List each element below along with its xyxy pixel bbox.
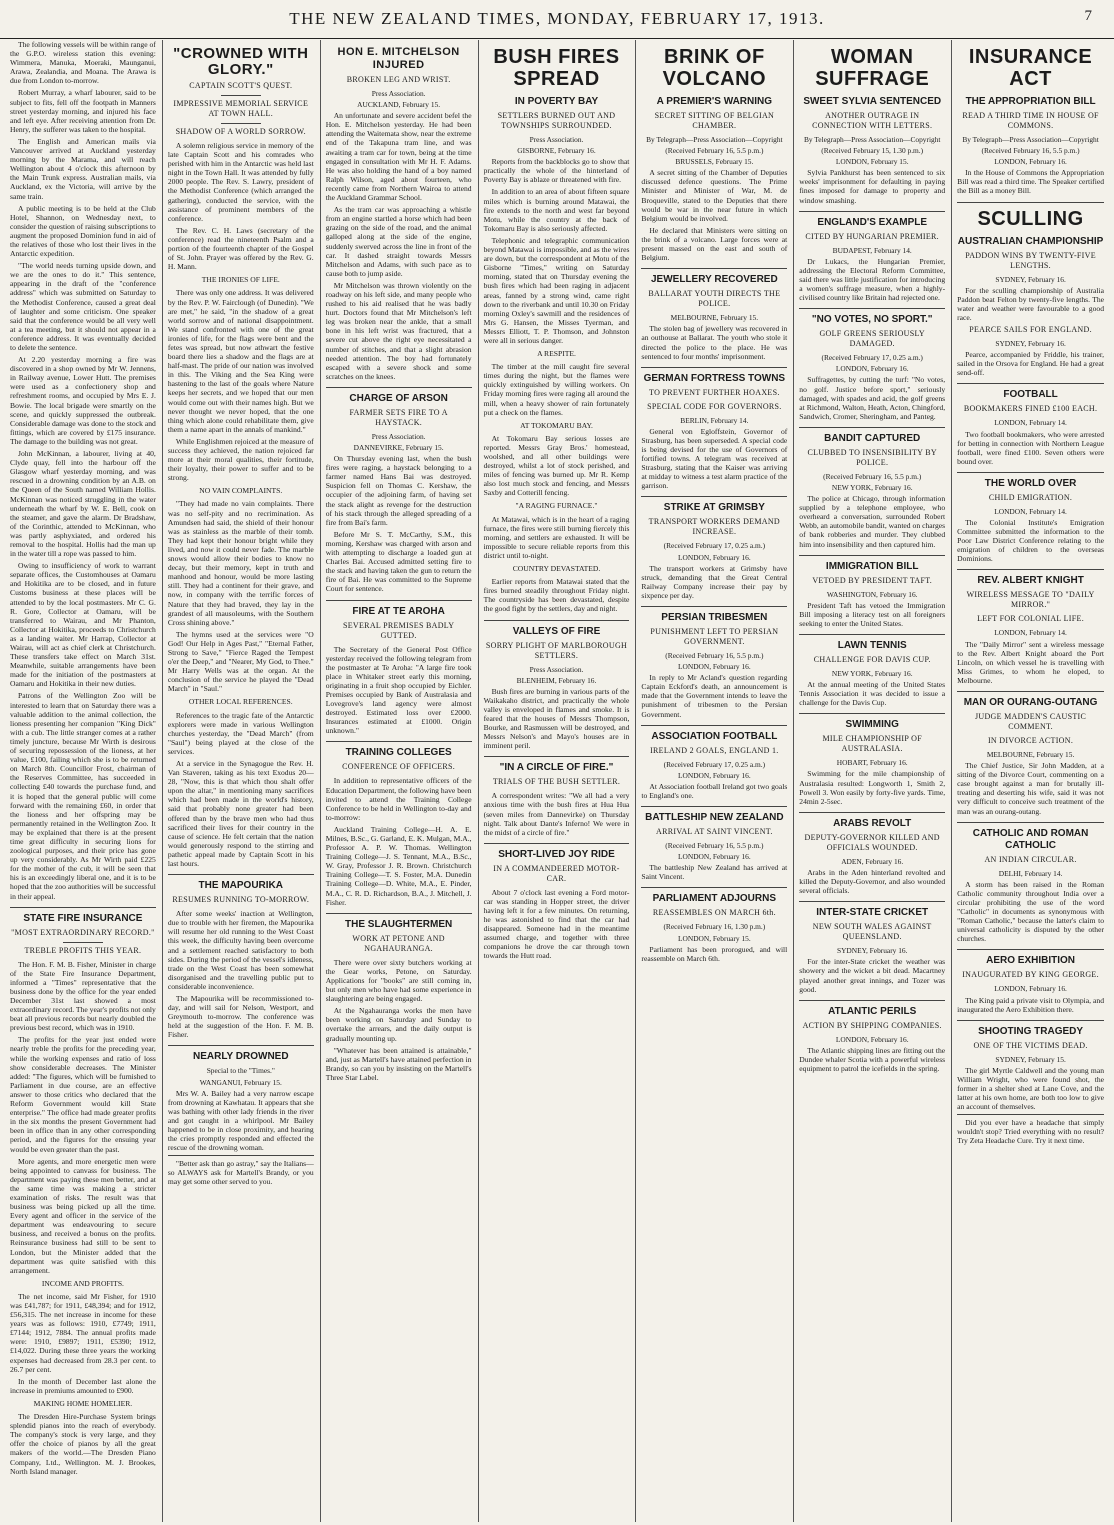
article-body: Bush fires are burning in various parts of the Waikakaho district, and practically the whole valley is enveloped in flames and smoke. It is feared that the houses of Messrs Thompson, Bourke, and Rasmussen will be destroyed, and Messrs Nelson's and Mayo's houses are in imminent peril. [483, 686, 630, 751]
paragraph: The following vessels will be within range of the G.P.O. wireless station this evening: Wimmera, Manuka, Moeraki, Maunganui, Arawa, Zealandia, and Moana. The Arawa is due from London to-morrow. [10, 40, 156, 86]
paragraph: More agents, and more energetic men were being appointed to canvass for business. The department was paying these men better, and at the same time was making a stricter examination of risks. The result was that business was being picked up all the time. Every agent and officer in the service of the department was endeavouring to secure business, and received a bonus on the profits. Reinsurance business had still to be sent to London, but the Minister added that the department was quite satisfied with this arrangement. [10, 1156, 156, 1275]
article-subheading: REASSEMBLES ON MARCH 6th. [652, 908, 776, 918]
article-body [484, 157, 630, 345]
article-heading: HON E. MITCHELSON INJURED [337, 46, 460, 71]
section-heading: NO VAIN COMPLAINTS. [199, 486, 283, 496]
article-heading: SCULLING [957, 202, 1104, 230]
dateline: SYDNEY, February 15. [995, 1054, 1066, 1064]
paragraph: John McKinnan, a labourer, living at 40, Clyde quay, fell into the harbour off the Glasgow wharf yesterday morning, and was rescued in a drowning condition by an A.B. on the Queen of the South named William Hollis. McKinnan was noticed struggling in the water underneath the wharf by W. E. Bell, cook on the steamer, and gave the alarm. Dr Bradshaw, of the Corinthic, attended to McKinnan, who was partly asphyxiated, and ordered his removal to the hospital. Hollis had the man up in the water till a rope was passed to him. [10, 449, 156, 559]
article-heading: GERMAN FORTRESS TOWNS [641, 367, 787, 385]
article-subheading: RESUMES RUNNING TO-MORROW. [172, 895, 310, 905]
article-heading: MAN OR OURANG-OUTANG [957, 691, 1104, 709]
article-heading: BANDIT CAPTURED [799, 427, 945, 445]
paragraph: A secret sitting of the Chamber of Deputies discussed defence questions. The Prime Minister and Minister of War, M. de Broqueville, stated to the Deputies that there would be war in the near future in which Belgium would be involved. [641, 168, 788, 223]
article-subheading: SWEET SYLVIA SENTENCED [803, 96, 942, 107]
paragraph: An unfortunate and severe accident befel the Hon. E. Mitchelson yesterday. He had been attending the Waitemata show, near the extreme end of the Takapuna tram line, and was awaiting a tram car for town, being at the time engaged in consultation with Mr H. F. Adams. He was also holding the hand of a boy named Ralph Wilson, aged about fourteen, who recently came from Northern Wairoa to attend the Auckland Grammar School. [325, 111, 472, 203]
page-number: 7 [1084, 8, 1092, 24]
dateline: BERLIN, February 14. [680, 415, 749, 425]
article-body: The transport workers at Grimsby have struck, demanding that the Great Central Railway Company increase their pay by sixpence per day. [641, 563, 788, 600]
article-heading: PERSIAN TRIBESMEN [641, 606, 787, 624]
article-subheading: FARMER SETS FIRE TO A HAYSTACK. [349, 407, 448, 427]
article-subheading: SHADOW OF A WORLD SORROW. [175, 127, 306, 136]
article-subheading: PUNISHMENT LEFT TO PERSIAN GOVERNMENT. [650, 627, 779, 646]
article-subheading: SECRET SITTING OF BELGIAN CHAMBER. [654, 111, 775, 130]
article-subheading: IRELAND 2 GOALS, ENGLAND 1. [650, 745, 779, 755]
dateline: DELHI, February 14. [998, 868, 1063, 878]
byline: By Telegraph—Press Association—Copyright [962, 135, 1099, 144]
dateline: MELBOURNE, February 15. [986, 750, 1075, 759]
paragraph: Robert Murray, a wharf labourer, said to be subject to fits, fell off the footpath in Manners street yesterday morning, and injured his face and left eye. After receiving attention from Dr. Henry, the sufferer was taken to the hospital. [10, 88, 156, 134]
article-subheading: A PREMIER'S WARNING [656, 96, 773, 107]
article-heading: NEARLY DROWNED [168, 1045, 314, 1063]
article-subheading: SPECIAL CODE FOR GOVERNORS. [647, 401, 782, 411]
article-heading: THE WORLD OVER [957, 472, 1104, 490]
article-heading: FOOTBALL [957, 383, 1104, 401]
article-heading: FIRE AT TE AROHA [326, 600, 472, 618]
article-body: General von Egloffstein, Governor of Strasburg, has been superseded. A special code is being devised for the use of Governors of fortified towns. A telegram was received at Strasburg, stating that the Kaiser was arriving at midday to witness a test alarm practice of the garrison. [641, 426, 788, 491]
article-heading: SWIMMING [799, 713, 945, 731]
received-time: (Received February 16, 5.5 p.m.) [823, 471, 922, 481]
article-subheading: BROKEN LEG AND WRIST. [346, 75, 451, 84]
paragraph: At a service in the Synagogue the Rev. H. Van Staveren, taking as his text Exodus 20—28, "Now, this is that which thou shalt offer upon the altar," in mentioning many sacrifices which had been made in the world's history, said that probably none greater had been offered than by the brave men who had thus sacrificed their lives for their country in the cause of science. He felt certain that the nation would generously respond to the stirring and pathetic appeal made by Captain Scott in his last hours. [167, 759, 314, 869]
article-body: The Colonial Institute's Emigration Committee submitted the information to the Poor Law District Conference relating to the emigration of children to the overseas Dominions. [957, 517, 1104, 564]
article-body: In the House of Commons the Appropriation Bill was read a third time. The Speaker certified the Bill as a money Bill. [957, 168, 1104, 196]
dateline: LONDON, February 16. [994, 157, 1067, 167]
dateline: LONDON, February 16. [678, 770, 751, 780]
dateline: SYDNEY, February 16. [995, 339, 1066, 349]
paragraph: As the tram car was approaching a whistle from an engine startled a horse which had been grazing on the side of the road, and the animal galloped along at the side of the engine, suddenly swerved across the line in front of the car. It dashed straight towards Messrs Mitchelson and Adams, with such pace as to cause both to jump aside. [325, 205, 472, 278]
article-body: The King paid a private visit to Olympia, and inaugurated the Aero Exhibition there. [957, 995, 1104, 1014]
article-subheading: INAUGURATED BY KING GEORGE. [962, 970, 1099, 980]
advertisement: Did you ever have a headache that simply wouldn't stop? Tried everything with no result? Try Zeta Headache Cure. Try it next time. [957, 1114, 1104, 1145]
article-body: The timber at the mill caught fire several times during the night, but the flames were quickly extinguished by willing workers. On Friday morning fires were raging all around the mill, when a heavy shower of rain fortunately put a check on the flames. [483, 362, 630, 417]
article-heading: LAWN TENNIS [799, 634, 945, 652]
paragraph: There were over sixty butchers working at the Gear works, Petone, on Saturday. Applications for "books" are still coming in, but only men who have had some experience in slaughtering are being engaged. [325, 957, 472, 1004]
byline: By Telegraph—Press Association—Copyright [803, 135, 941, 144]
article-body [326, 776, 472, 906]
paragraph: Patrons of the Wellington Zoo will be interested to learn that on Saturday there was a valuable addition to the animal collection, the lioness presenting her companion "King Dick" with a cub. The little stranger comes at a rather timely juncture, because Mr Wirth is desirous of securing repossession of the lioness, at her value, £100, failing which she is to be returned on March 8th. Councillor Frost, chairman of the Reserves Committee, has succeeded in collecting £40 towards the purchase fund, and it is hoped that the general public will come forward with the remaining £60, in order that the lioness and her offspring may be permanently retained in the Wellington Zoo. It may be explained that there is at the present time great difficulty in securing lions for zoological purposes, and their price has gone up very considerably. As Mr Wirth paid £225 for the mother of the cub, it will be seen that his is an exceedingly liberal one, and it is to be hoped that the zoo authorities will be successful in their appeal. [10, 691, 156, 901]
article-subheading: TRIALS OF THE BUSH SETTLER. [492, 777, 621, 787]
article-heading: SHORT-LIVED JOY RIDE [484, 843, 630, 861]
paragraph: Owing to insufficiency of work to warrant separate offices, the Customhouses at Oamaru and Hokitika are to be closed, and in future Customs business at these places will be attended to by the local postmasters. Mr C. G. R. Gore, Collector at Oamaru, will be transferred to Wairau, and Mr Phanton, Collector at Hokitika, proceeds to Christchurch as a landing waiter. Mr Harrap, Collector at Wairau, will act as chief clerk at Christchurch. These transfers take effect on March 31st. Meanwhile, suitable arrangements have been made for the initiation of the postmasters at Oamaru and Hokitika in their new duties. [10, 561, 156, 689]
paragraph: While Englishmen rejoiced at the measure of success they achieved, the nation rejoiced far more at their moral qualities, their fortitude, their loyalty, their power to suffer and to be strong. [167, 436, 314, 483]
article-body: Suffragettes, by cutting the turf: "No votes, no golf. Justice before sport," seriously damaged, with spades and acid, the golf greens at Richmond, Walton, Heath, Acton, Chingford, Sandwich, Cromer, Sheringham, and Panteg. [799, 375, 946, 421]
paragraph: Reports from the backblocks go to show that practically the whole of the hinterland of Poverty Bay is ablaze or threatened with fire. [483, 157, 630, 185]
article-subheading: PEARCE SAILS FOR ENGLAND. [969, 325, 1092, 335]
paragraph: He declared that Ministers were sitting on the brink of a volcano. Large forces were at present massed on the east and south of Belgium. [641, 225, 788, 263]
article-body: In reply to Mr Acland's question regarding Captain Eckford's death, an announcement is made that the Government intends to leave the punishment of tribesmen to the Persian Government. [641, 673, 788, 719]
article-subheading: VETOED BY PRESIDENT TAFT. [812, 575, 933, 585]
article-heading: TRAINING COLLEGES [326, 741, 472, 759]
paragraph: The Hon. F. M. B. Fisher, Minister in charge of the State Fire Insurance Department, informed a "Times" representative that the business done by the office for the year ended December 31st last showed a most extraordinary record. The year's profits not only beat all previous records but nearly doubled the previous best record, which was in 1910. [10, 959, 156, 1033]
article-heading: CHARGE OF ARSON [326, 387, 472, 405]
column-4 [479, 40, 637, 1522]
article-body: At Matawai, which is in the heart of a raging furnace, the fires were still burning fiercely this morning, and settlers are exhausted. It will be impossible to secure reliable reports from this district until to-night. [483, 514, 630, 560]
article-heading: JEWELLERY RECOVERED [641, 268, 787, 286]
section-heading: MAKING HOME HOMELIER. [33, 1398, 133, 1408]
paragraph: References to the tragic fate of the Antarctic explorers were made in various Wellington churches yesterday, the "Dead March" (from "Saul") being played at the close of the services. [167, 710, 314, 756]
article-body: The "Daily Mirror" sent a wireless message to the Rev. Albert Knight aboard the Port Lincoln, on which vessel he is travelling with Miss Grimes, to whom he eloped, to Melbourne. [957, 639, 1104, 685]
paragraph: On Thursday evening last, when the bush fires were raging, a haystack belonging to a farmer named Hans Bai was destroyed. Suspicion fell on Thomas C. Kershaw, the occupier of the adjoining farm, of having set the stack alight as revenge for the destruction of his stack through the alleged spreading of a fire from Bai's farm. [325, 454, 472, 527]
article-subheading: SEVERAL PREMISES BADLY GUTTED. [342, 620, 455, 640]
paragraph: A solemn religious service in memory of the late Captain Scott and his comrades who perished with him in the Antarctic was held last night in the Town Hall. It was attended by fully 2000 people. The Rev. S. Lawry, president of the Methodist Conference (which arranged the gathering), conducted the service, with the assistance of prominent members of the conference. [167, 141, 314, 223]
dateline: LONDON, February 15. [678, 933, 751, 943]
article-body: At the annual meeting of the United States Tennis Association it was decided to issue a challenge for the Davis Cup. [799, 680, 946, 708]
article-body: For the inter-State cricket the weather was showery and the wicket a bit dead. Macartney played another great innings, and Tozer was good. [799, 957, 946, 994]
article-body [326, 454, 472, 593]
dateline: LONDON, February 16. [835, 364, 909, 374]
paragraph: After some weeks' inaction at Wellington, due to trouble with her firemen, the Mapourika will resume her old running to the West Coast this week, the difficulty having been overcome and a settlement reached satisfactory to both sides. During the period of the vessel's idleness, trade on the West Coast has been somewhat disorganised and the travelling public put to considerable inconvenience. [167, 909, 314, 991]
article-body: For the sculling championship of Australia Paddon beat Felton by twenty-five lengths. The water and weather were favourable to a good race. [957, 285, 1104, 322]
article-heading: WOMAN SUFFRAGE [815, 46, 930, 90]
column-1 [5, 40, 163, 1522]
article-subheading: "MOST EXTRAORDINARY RECORD." [11, 927, 155, 937]
dateline: MELBOURNE, February 15. [670, 313, 759, 323]
article-body: Mrs W. A. Bailey had a very narrow escape from drowning at Kawhatau. It appears that she was bathing with other lady friends in the river and got caught in a whirlpool. Mr Bailey happened to be in close proximity, and hearing the cries promptly responded and effected the rescue of the drowning woman. [167, 1088, 314, 1153]
article-subheading: CHALLENGE FOR DAVIS CUP. [813, 655, 931, 664]
article-heading: INSURANCE ACT [968, 46, 1093, 90]
article-subheading: WORK AT PETONE AND NGAHAURANGA. [352, 933, 445, 953]
dateline: LONDON, February 16. [994, 984, 1067, 994]
paragraph: The Rev. C. H. Laws (secretary of the conference) read the nineteenth Psalm and a portion of the fourteenth chapter of the Gospel of St. John. Prayer was offered by the Rev. G. H. Mann. [167, 225, 314, 272]
paragraph: The net income, said Mr Fisher, for 1910 was £41,787; for 1911, £48,394; and for 1912, £56,315. The net increase in income for these years was as follows: 1910, £7749; 1911, £7144; 1912, 7884. The annual profits made were: 1910, £9897; 1911, £5390; 1912, £14,022. During these three years the working expenses had decreased from 28.3 per cent. to 26.7 per cent. [10, 1291, 156, 1374]
article-subheading: BALLARAT YOUTH DIRECTS THE POLICE. [648, 289, 781, 309]
article-heading: ATLANTIC PERILS [799, 1000, 945, 1018]
article-subheading: TO PREVENT FURTHER HOAXES. [649, 387, 780, 397]
article-body [168, 288, 314, 482]
byline: By Telegraph—Press Association—Copyright [646, 135, 783, 144]
article-subheading: CLUBBED TO INSENSIBILITY BY POLICE. [807, 447, 937, 467]
article-body: The police at Chicago, through information supplied by a telephone employee, who overheard a conversation, surrounded Robert Webb, an automobile bandit, wanted on charges of bank robberies and murder. They clubbed him into insensibility and then captured him. [799, 494, 946, 549]
dateline: GISBORNE, February 16. [517, 146, 596, 156]
article-heading: THE MAPOURIKA [168, 874, 314, 892]
article-body [641, 168, 787, 262]
column-7 [952, 40, 1110, 1522]
dateline: BRUSSELS, February 15. [675, 157, 754, 167]
received-time: (Received February 16, 5.5 p.m.) [665, 146, 764, 156]
dateline: AUCKLAND, February 15. [357, 100, 441, 110]
article-subheading: IN POVERTY BAY [514, 96, 599, 107]
article-body [326, 958, 472, 1082]
dateline: NEW YORK, February 16. [831, 669, 913, 678]
article-subheading: AN INDIAN CIRCULAR. [984, 854, 1077, 864]
article-heading: INTER-STATE CRICKET [799, 901, 945, 919]
newspaper-title: THE NEW ZEALAND TIMES, MONDAY, FEBRUARY 17, 1913. [289, 9, 825, 28]
paragraph: Auckland Training College—H. A. E. Milnes, B.Sc., G. Garland, E. K. Mulgan, M.A., Professor A. P. W. Thomas. Wellington Training College—J. S. Tennant, M.A., B.Sc., W. Gray, Professor J. R. Brown. Christchurch Training College—T. S. Foster, M.A. Dunedin Training College—D. White, M.A., E. Pinder, M.A., C. R. D. Richardson, B.A., J. Mitchell, J. Fisher. [325, 824, 472, 907]
article-body: Arabs in the Aden hinterland revolted and killed the Deputy-Governor, and also wounded several officials. [799, 867, 946, 896]
article-subheading: IN DIVORCE ACTION. [987, 736, 1074, 745]
paragraph: Before Mr S. T. McCarthy, S.M., this morning, Kershaw was charged with arson and with attempting to discharge a loaded gun at Charles Bai. Accused admitted setting fire to the stack and having taken the gun to return the fire of Bai. He was committed to the Supreme Court for sentence. [325, 529, 472, 594]
article-subheading: GOLF GREENS SERIOUSLY DAMAGED. [819, 329, 925, 349]
advertisement: The Dresden Hire-Purchase System brings splendid pianos into the reach of everybody. The company's stock is very large, and they offer the choice of pianos by all the great makers of the world.—The Dresden Piano Company, Ltd., Wellington. M. J. Brookes, North Island manager. [10, 1412, 156, 1476]
dateline: HOBART, February 16. [836, 758, 908, 768]
article-subheading: DEPUTY-GOVERNOR KILLED AND OFFICIALS WOUNDED. [804, 832, 940, 852]
article-subheading: LEFT FOR COLONIAL LIFE. [977, 614, 1085, 624]
dateline: LONDON, February 14. [994, 418, 1067, 428]
article-body: Pearce, accompanied by Friddle, his trainer, sailed in the Orsova for England. He had a great send-off. [957, 350, 1104, 378]
dateline: LONDON, February 14. [994, 506, 1067, 516]
article-body: Earlier reports from Matawai stated that the fires burned steadily throughout Friday night. The countryside has been devastated, despite the good fight by the settlers, day and night. [483, 577, 630, 614]
column-2 [163, 40, 321, 1522]
article-subheading: MILE CHAMPIONSHIP OF AUSTRALASIA. [822, 734, 922, 754]
article-body: A storm has been raised in the Roman Catholic community throughout India over a circular prohibiting the use of the word "Catholic" in documents as synonymous with "Roman Catholic," because the latter's claim to universal catholicity is disputed by the other churches. [957, 879, 1104, 944]
article-heading: "NO VOTES, NO SPORT." [799, 308, 945, 326]
dateline: SYDNEY, February 16. [836, 946, 908, 956]
divider [221, 95, 261, 96]
paragraph: "Whatever has been attained is attainable," and, just as Martell's have attained perfection in Brandy, so can you by insisting on the Martell's Three Star Label. [325, 1045, 472, 1082]
section-heading: THE IRONIES OF LIFE. [201, 275, 280, 285]
article-heading: BATTLESHIP NEW ZEALAND [641, 806, 787, 824]
article-subheading: JUDGE MADDEN'S CAUSTIC COMMENT. [974, 712, 1087, 731]
article-body: President Taft has vetoed the Immigration Bill imposing a literacy test on all foreigners seeking to enter the United States. [799, 600, 946, 628]
section-heading: AT TOKOMARU BAY. [520, 420, 593, 430]
dateline: LONDON, February 16. [678, 552, 751, 562]
article-subheading: ARRIVAL AT SAINT VINCENT. [656, 827, 773, 837]
article-subheading: CHILD EMIGRATION. [988, 492, 1073, 502]
article-body: Dr Lukacs, the Hungarian Premier, addressing the Electoral Reform Committee, said there was little justification for introducing a women's suffrage measure, when a highly-civilised country like Britain had rejected one. [799, 256, 946, 303]
dateline: SYDNEY, February 16. [995, 274, 1066, 284]
paragraph: The profits for the year just ended were nearly treble the profits for the preceding year, while the working expenses and ratio of loss show considerable decreases. The Minister added: "The figures, which will be furnished to Parliament in due course, are an effective answer to those critics who declared that the Reform Government would kill State enterprise." The office had made greater profits in the six months the present Government had been in office than in any other corresponding period, and the figures for the ensuing year would be even greater than the past. [10, 1035, 156, 1154]
paragraph: A public meeting is to be held at the Club Hotel, Shannon, on Wednesday next, to consider the question of raising subscriptions to augment the proposed Dominion fund in aid of the relatives of those who lost their lives in the Antarctic expedition. [10, 203, 156, 259]
section-heading: INCOME AND PROFITS. [41, 1278, 124, 1288]
article-subheading: ONE OF THE VICTIMS DEAD. [973, 1040, 1088, 1050]
page-columns [5, 40, 1110, 1522]
dateline: ADEN, February 16. [841, 856, 904, 866]
article-heading: IMMIGRATION BILL [799, 555, 945, 573]
paragraph: The English and American mails via Vancouver arrived at Auckland yesterday morning by the Marama, and will reach Wellington about 4 o'clock this afternoon by the Main Trunk express. Australian mails, via Auckland, ex the Victoria, will arrive by the same train. [10, 136, 156, 201]
received-time: (Received February 17, 0.25 a.m.) [663, 759, 766, 769]
article-heading: ENGLAND'S EXAMPLE [799, 211, 945, 229]
article-heading: AERO EXHIBITION [957, 949, 1104, 967]
byline: Press Association. [529, 664, 584, 674]
paragraph: "The world needs turning upside down, and we are the ones to do it." This sentence, appearing in the draft of the "conference address" which was submitted on Saturday to the Methodist Conference, caused a great deal of laughter and some criticism. One speaker said that the conference would be all very well at a tea meeting, but it should not appear in a conference address. It was eventually decided to delete the sentence. [10, 261, 156, 352]
section-heading: OTHER LOCAL REFERENCES. [188, 697, 293, 707]
article-body [326, 111, 472, 381]
column-3 [321, 40, 479, 1522]
article-subheading: READ A THIRD TIME IN HOUSE OF COMMONS. [962, 111, 1099, 130]
article-subheading: ACTION BY SHIPPING COMPANIES. [802, 1020, 942, 1030]
received-time: (Received February 16, 5.5 p.m.) [665, 841, 764, 851]
article-subheading: CAPTAIN SCOTT'S QUEST. [189, 81, 293, 90]
article-subheading: TRANSPORT WORKERS DEMAND INCREASE. [648, 517, 781, 537]
article-body [168, 711, 314, 869]
dateline: BUDAPEST, February 14. [832, 245, 912, 255]
advertisement: "Better ask than go astray," say the Italians—so ALWAYS ask for Martell's Brandy, or you may get some other served to you. [168, 1155, 314, 1186]
article-body: Two football bookmakers, who were arrested for betting in connection with Northern League football, were fined £100. Seven others were bound over. [957, 429, 1104, 466]
dateline: WANGANUI, February 15. [199, 1077, 282, 1087]
received-time: (Received February 17, 0.25 a.m.) [821, 353, 923, 363]
byline: Press Association. [371, 431, 426, 441]
article-subheading: IMPRESSIVE MEMORIAL SERVICE AT TOWN HALL. [173, 99, 309, 118]
article-subheading: WIRELESS MESSAGE TO "DAILY MIRROR." [966, 590, 1095, 610]
dateline: LONDON, February 14. [994, 628, 1067, 638]
received-time: (Received February 17, 0.25 a.m.) [663, 541, 766, 551]
section-heading: A RESPITE. [537, 349, 576, 359]
article-subheading: PADDON WINS BY TWENTY-FIVE LENGTHS. [965, 250, 1096, 270]
paragraph: At the Ngahauranga works the men have been working on Saturday and Sunday to overtake the arrears, and the daily output is gradually mounting up. [325, 1006, 472, 1043]
article-subheading: ANOTHER OUTRAGE IN CONNECTION WITH LETTERS. [812, 111, 933, 130]
article-heading: CATHOLIC AND ROMAN CATHOLIC [957, 822, 1104, 852]
paragraph: Telephonic and telegraphic communication beyond Matawai is impossible, and as the wires are down, but the correspondent at Motu of the Gisborne "Times," writing on Saturday morning, stated that on Thursday evening the bush fires which had been raging in adjacent areas, fanned by a strong wind, came right down to the riverbank and until 10.30 on Friday morning Oxley's sawmill and the residences of Mrs G. Hansen, the Misses Tyerman, and Messrs Elliott, T. P. Thomson, and Johnston were all in serious danger. [483, 235, 630, 345]
article-heading: STRIKE AT GRIMSBY [641, 496, 787, 514]
article-body: Sylvia Pankhurst has been sentenced to six weeks' imprisonment for defaulting in paying fines imposed for damage to property and window smashing. [799, 168, 946, 205]
article-body [10, 960, 156, 1275]
article-body: About 7 o'clock last evening a Ford motor-car was standing in Hopper street, the driver having left it for a few minutes. On returning, he was astonished to find that the car had disappeared. Someone had in the meantime assumed charge, and together with three companions he drove the car through town towards the Hutt road. [483, 887, 630, 961]
paragraph: In addition to representative officers of the Education Department, the following have been invited to attend the Training College Conference to be held in Wellington to-day and to-morrow: [325, 776, 472, 822]
article-body: The Chief Justice, Sir John Madden, at a sitting of the Divorce Court, commenting on a case brought against a man for brutally ill-treating and deserting his wife, said it was not very difficult to conceive such treatment of the man was an ourang-outang. [957, 761, 1104, 816]
column-5 [636, 40, 794, 1522]
dateline: LONDON, February 16. [678, 662, 751, 672]
article-subheading: SETTLERS BURNED OUT AND TOWNSHIPS SURROUNDED. [497, 111, 616, 130]
article-body [10, 1292, 156, 1395]
masthead [0, 0, 1114, 39]
paragraph: Mr Mitchelson was thrown violently on the roadway on his left side, and many people who rushed to his aid realised that he was badly hurt. Doctors found that Mr Mitchelson's left leg was broken near the ankle, that a small bone in his left wrist was fractured, that a severe cut above the right eye necessitated a number of stitches, and that a slight abrasion needed attention. The boy had fortunately escaped with a severe shock and some scratches on the knees. [325, 280, 472, 381]
article-body: The Atlantic shipping lines are fitting out the Dundee whaler Scotia with a powerful wireless equipment to patrol the icefields in the spring. [799, 1045, 946, 1073]
paragraph: "They had made no vain complaints. There was no self-pity and no recrimination. As Amundsen had said, the shield of their honour was as stainless as the marble of their tomb. They had kept their honour bright while they lived, and now it could never fade. The marble snows would allow their bodies to know no decay, but their memory, kept in truth and manhood and honour, would be more lasting still. They had a continent for their grave, and now, in company with the terrific forces of Nature that they had braved, they lay in the grandest of all mausoleums, with the Southern Cross shining above." [167, 499, 314, 627]
article-body: Parliament has been prorogued, and will reassemble on March 6th. [641, 944, 788, 963]
paragraph: The Mapourika will be recommissioned to-day, and will sail for Nelson, Westport, and Greymouth to-morrow. The conference was held at the suggestion of the Hon. F. M. B. Fisher. [167, 993, 314, 1040]
byline: Press Association. [529, 135, 584, 144]
received-time: (Received February 16, 1.30 p.m.) [663, 922, 766, 932]
received-time: (Received February 16, 5.5 p.m.) [665, 651, 764, 660]
article-heading: BUSH FIRES SPREAD [493, 46, 620, 90]
divider [221, 123, 261, 124]
article-heading: ARABS REVOLT [799, 812, 945, 830]
article-subheading: TREBLE PROFITS THIS YEAR. [24, 945, 142, 955]
dateline: LONDON, February 16. [835, 1034, 909, 1044]
article-heading: "IN A CIRCLE OF FIRE." [484, 756, 630, 774]
article-heading: REV. ALBERT KNIGHT [957, 569, 1104, 587]
dateline: DANNEVIRKE, February 15. [353, 443, 444, 452]
dateline: LONDON, February 16. [678, 852, 751, 862]
section-heading: "A RAGING FURNACE." [515, 501, 598, 511]
article-subheading: SORRY PLIGHT OF MARLBOROUGH SETTLERS. [485, 640, 628, 660]
article-body: The girl Myrtle Caldwell and the young man William Wright, who were found shot, the former in a shelter shed at Lane Cove, and the latter at his own home, are both too low to give an account of themselves. [957, 1065, 1104, 1112]
dateline: WASHINGTON, February 16. [826, 589, 918, 599]
divider [63, 942, 103, 943]
article-subheading: NEW SOUTH WALES AGAINST QUEENSLAND. [812, 922, 932, 942]
paragraph: There was only one address. It was delivered by the Rev. P. W. Fairclough (of Dunedin). "We are met," he said, "in the shadow of a great world sorrow and of national disappointment. We stand confronted with one of the great ironies of life, for the flags were bent and the fetes was spread, but now athwart the festive board there lies a shadow and the flags are at half-mast. The pride of our nation was involved in this. The Viking and the Sea King were hastening to the last of the goals where Nature keeps her secrets, and we hoped that our men would come out with their names high. But we never thought we never hoped, that the one thing which alone could rehabilitate them, give them a name apart in the annals of mankind." [167, 288, 314, 434]
article-heading: SHOOTING TRAGEDY [957, 1020, 1104, 1038]
article-heading: VALLEYS OF FIRE [484, 620, 630, 638]
article-heading: BRINK OF VOLCANO [662, 46, 767, 90]
dateline: BLENHEIM, February 16. [516, 675, 597, 685]
article-body: At Association football Ireland got two goals to England's one. [641, 781, 788, 800]
received-time: (Received February 15, 1.30 p.m.) [821, 146, 924, 156]
article-subheading: CITED BY HUNGARIAN PREMIER. [805, 231, 939, 241]
article-heading: ASSOCIATION FOOTBALL [641, 725, 787, 743]
article-body [168, 141, 314, 271]
article-heading: PARLIAMENT ADJOURNS [641, 887, 787, 905]
paragraph: In addition to an area of about fifteen square miles which is burning around Matawai, the fire extends to the north and west far beyond Motu, while the country at the back of Tokomaru Bay is also seriously affected. [483, 187, 630, 233]
article-heading: THE SLAUGHTERMEN [326, 913, 472, 931]
article-body: At Tokomaru Bay serious losses are reported. Messrs Gray Bros.' homestead, woolshed, and all other buildings were destroyed, whilst a lot of stock perished, and miles of fencing was burned up. Mr R. Kemp also lost much stock and fencing, and Messrs Saxby and Cotterill fencing. [483, 433, 630, 498]
article-body: A correspondent writes: "We all had a very anxious time with the bush fires at Hua Hua (seven miles from Dannevirke) on Thursday night. Talk about Dante's Inferno! We were in the midst of a circle of fire." [483, 791, 630, 837]
article-subheading: IN A COMMANDEERED MOTOR-CAR. [493, 863, 620, 883]
article-subheading: BOOKMAKERS FINED £100 EACH. [963, 404, 1098, 414]
article-body [168, 499, 314, 693]
shipping-notes [10, 40, 156, 901]
column-6 [794, 40, 952, 1522]
paragraph: The hymns used at the services were "O God! Our Help in Ages Past," "Eternal Father, Strong to Save," "Fierce Raged the Tempest o'er the Deep," and "Nearer, My God, to Thee." Mr Harry Wells was at the organ. At the conclusion of the service he played the "Dead March" in "Saul." [167, 629, 314, 694]
article-body [168, 909, 314, 1039]
paragraph: In the month of December last alone the increase in premiums amounted to £900. [10, 1376, 156, 1395]
dateline: NEW YORK, February 16. [831, 482, 913, 492]
byline: Special to the "Times." [206, 1066, 275, 1076]
article-subheading: THE APPROPRIATION BILL [965, 96, 1096, 107]
dateline: LONDON, February 15. [835, 157, 909, 167]
article-heading: STATE FIRE INSURANCE [10, 907, 156, 925]
section-heading: COUNTRY DEVASTATED. [512, 564, 601, 574]
article-body: The stolen bag of jewellery was recovered in an outhouse at Ballarat. The youth who stole it directed the police to the place. He was sentenced to four months' imprisonment. [641, 324, 788, 361]
article-heading: "CROWNED WITH GLORY." [173, 45, 309, 78]
article-subheading: CONFERENCE OF OFFICERS. [342, 762, 456, 772]
article-body: Swimming for the mile championship of Australasia resulted: Longworth 1, Smith 2, Powell 3. Won easily by forty-five yards. Time, 24min 2-5sec. [799, 769, 946, 806]
received-time: (Received February 16, 5.5 p.m.) [981, 146, 1080, 156]
paragraph: At 2.20 yesterday morning a fire was discovered in a shop owned by Mr W. Jennens, in Railway avenue, Lower Hutt. The premises were used as a confectionery shop and refreshment rooms, and occupied by Mrs E. J. Bowie. The local brigade were smartly on the scene, and quickly suppressed the outbreak. Considerable damage was done to the stock and fittings, which are covered by £175 insurance. The damage to the building was not great. [10, 355, 156, 446]
article-body: The battleship New Zealand has arrived at Saint Vincent. [641, 863, 788, 882]
article-subheading: AUSTRALIAN CHAMPIONSHIP [957, 235, 1104, 247]
byline: Press Association. [371, 89, 426, 98]
article-body: The Secretary of the General Post Office yesterday received the following telegram from the postmaster at Te Aroha: "A large fire took place in Whitaker street early this morning, originating in a fruit shop occupied by Eichler. Premises occupied by Bank of Australasia and Lovegrove's land agency were almost destroyed. Estimated loss over £2000. Insurances estimated at £1000. Origin unknown." [325, 644, 472, 736]
